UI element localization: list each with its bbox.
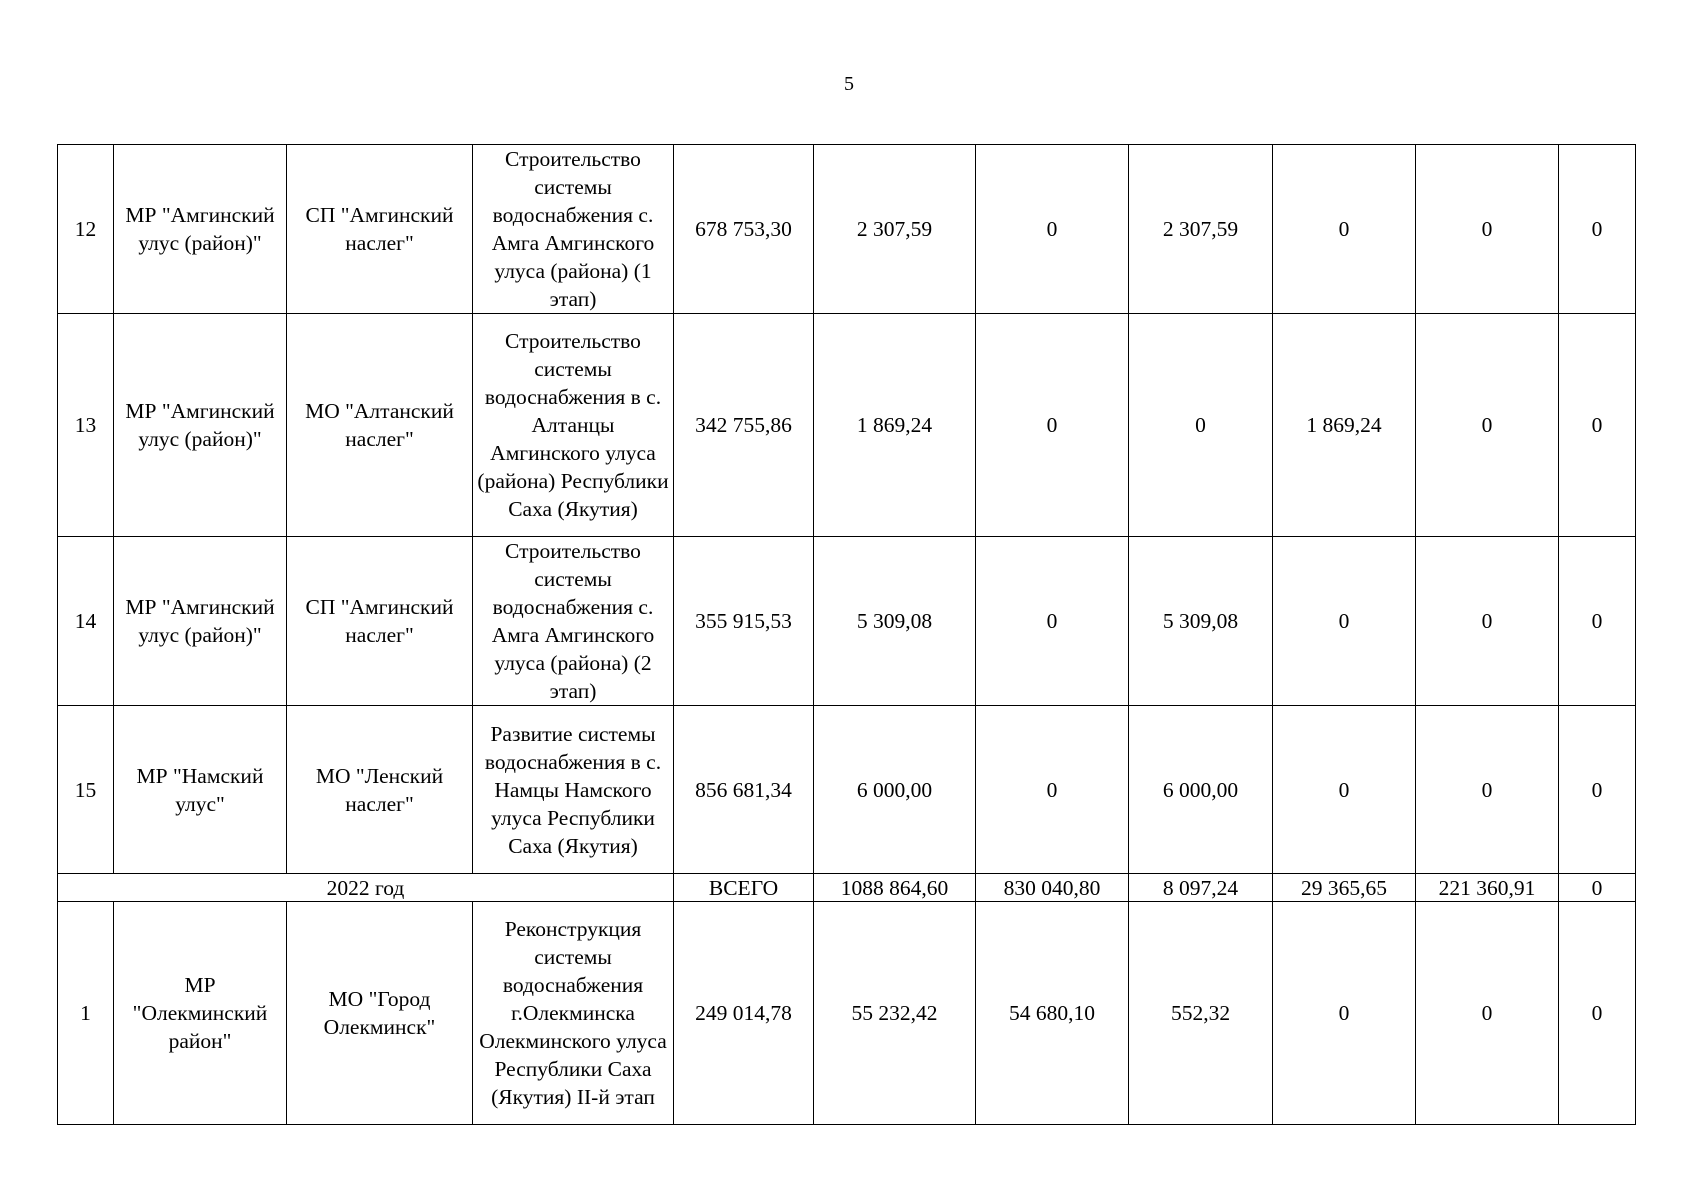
table-row <box>58 706 1636 874</box>
table-row <box>58 902 1636 1125</box>
table-row <box>58 314 1636 537</box>
amount-cell: 1 869,24 <box>1273 314 1416 537</box>
settlement-cell: МО "Город Олекминск" <box>287 902 473 1125</box>
page-number: 5 <box>844 73 854 95</box>
amount-cell: 6 000,00 <box>814 706 976 874</box>
total-amount-cell: 830 040,80 <box>976 874 1129 902</box>
total-cost-cell: 856 681,34 <box>674 706 814 874</box>
amount-cell: 0 <box>1559 537 1636 706</box>
amount-cell: 552,32 <box>1129 902 1273 1125</box>
amount-cell: 0 <box>1416 706 1559 874</box>
total-cost-cell: 249 014,78 <box>674 902 814 1125</box>
amount-cell: 0 <box>1416 145 1559 314</box>
project-cell: Развитие системы водоснабжения в с. Намцы Намского улуса Республики Саха (Якутия) <box>473 706 674 874</box>
project-cell: Строительство системы водоснабжения с. Амга Амгинского улуса (района) (2 этап) <box>473 537 674 706</box>
amount-cell: 0 <box>1416 537 1559 706</box>
financing-table <box>57 144 1636 1125</box>
project-cell: Строительство системы водоснабжения в с. Алтанцы Амгинского улуса (района) Республики Саха (Якутия) <box>473 314 674 537</box>
amount-cell: 0 <box>1273 902 1416 1125</box>
amount-cell: 0 <box>1129 314 1273 537</box>
amount-cell: 0 <box>1273 145 1416 314</box>
amount-cell: 0 <box>1416 314 1559 537</box>
amount-cell: 0 <box>1559 902 1636 1125</box>
amount-cell: 0 <box>1559 314 1636 537</box>
row-number: 12 <box>58 145 114 314</box>
row-number: 14 <box>58 537 114 706</box>
amount-cell: 55 232,42 <box>814 902 976 1125</box>
table-row <box>58 537 1636 706</box>
settlement-cell: МО "Ленский наслег" <box>287 706 473 874</box>
amount-cell: 0 <box>1559 706 1636 874</box>
settlement-cell: СП "Амгинский наслег" <box>287 145 473 314</box>
amount-cell: 0 <box>1416 902 1559 1125</box>
district-cell: МР "Амгинский улус (район)" <box>114 145 287 314</box>
district-cell: МР "Олекминский район" <box>114 902 287 1125</box>
table-row <box>58 145 1636 314</box>
settlement-cell: СП "Амгинский наслег" <box>287 537 473 706</box>
amount-cell: 54 680,10 <box>976 902 1129 1125</box>
total-cost-cell: 355 915,53 <box>674 537 814 706</box>
amount-cell: 0 <box>976 537 1129 706</box>
year-total-row <box>58 874 1636 902</box>
amount-cell: 5 309,08 <box>1129 537 1273 706</box>
amount-cell: 2 307,59 <box>1129 145 1273 314</box>
district-cell: МР "Амгинский улус (район)" <box>114 537 287 706</box>
row-number: 13 <box>58 314 114 537</box>
district-cell: МР "Намский улус" <box>114 706 287 874</box>
amount-cell: 0 <box>976 314 1129 537</box>
total-amount-cell: 1088 864,60 <box>814 874 976 902</box>
amount-cell: 0 <box>976 706 1129 874</box>
amount-cell: 0 <box>1559 145 1636 314</box>
amount-cell: 5 309,08 <box>814 537 976 706</box>
project-cell: Строительство системы водоснабжения с. Амга Амгинского улуса (района) (1 этап) <box>473 145 674 314</box>
row-number: 15 <box>58 706 114 874</box>
amount-cell: 1 869,24 <box>814 314 976 537</box>
total-amount-cell: 221 360,91 <box>1416 874 1559 902</box>
total-amount-cell: 0 <box>1559 874 1636 902</box>
total-amount-cell: 8 097,24 <box>1129 874 1273 902</box>
project-cell: Реконструкция системы водоснабжения г.Олекминска Олекминского улуса Республики Саха (Якутия) II-й этап <box>473 902 674 1125</box>
year-label: 2022 год <box>58 874 674 902</box>
total-cost-cell: 678 753,30 <box>674 145 814 314</box>
row-number: 1 <box>58 902 114 1125</box>
total-amount-cell: 29 365,65 <box>1273 874 1416 902</box>
amount-cell: 0 <box>976 145 1129 314</box>
amount-cell: 6 000,00 <box>1129 706 1273 874</box>
total-cost-cell: 342 755,86 <box>674 314 814 537</box>
amount-cell: 0 <box>1273 537 1416 706</box>
settlement-cell: МО "Алтанский наслег" <box>287 314 473 537</box>
district-cell: МР "Амгинский улус (район)" <box>114 314 287 537</box>
amount-cell: 0 <box>1273 706 1416 874</box>
total-label: ВСЕГО <box>674 874 814 902</box>
amount-cell: 2 307,59 <box>814 145 976 314</box>
